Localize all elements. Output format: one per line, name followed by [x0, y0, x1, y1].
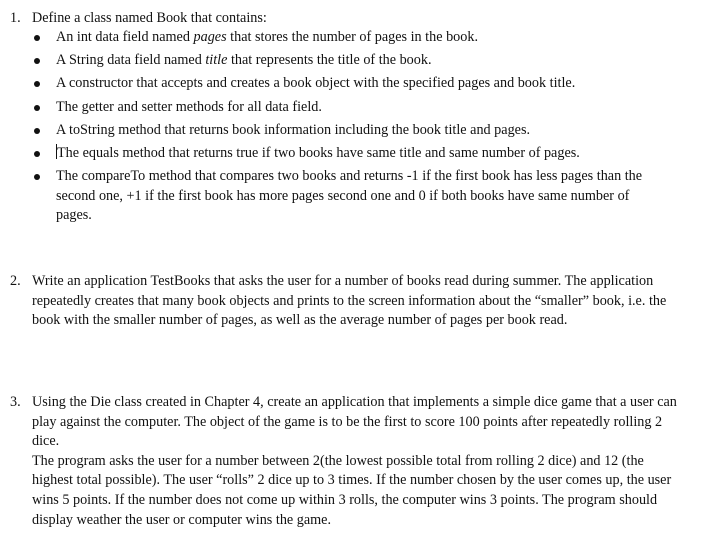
list-item: The compareTo method that compares two books and returns -1 if the first book has less pages than the second one, +1 if the first book has more pages second one and 0 if both books have same number of pages.: [0, 167, 668, 226]
question-intro: Define a class named Book that contains:: [32, 10, 267, 26]
bullet-icon: [34, 128, 40, 134]
list-item: An int data field named pages that stores the number of pages in the book.: [0, 28, 668, 48]
question-body: [32, 272, 688, 331]
list-item: A constructor that accepts and creates a book object with the specified pages and book title.: [0, 74, 668, 94]
question-body: [32, 9, 688, 29]
list-item: A String data field named title that represents the title of the book.: [0, 51, 668, 71]
question-number: 1.: [10, 10, 21, 26]
question-number: 3.: [10, 394, 21, 410]
list-item: A toString method that returns book information including the book title and pages.: [0, 121, 668, 141]
question-number: 2.: [10, 273, 21, 289]
bullet-icon: [34, 105, 40, 111]
list-item: The getter and setter methods for all data field.: [0, 98, 668, 118]
bullet-icon: [34, 58, 40, 64]
list-item: The equals method that returns true if two books have same title and same number of pages.: [0, 144, 668, 164]
bullet-icon: [34, 151, 40, 157]
bullet-icon: [34, 81, 40, 87]
question-paragraph: The program asks the user for a number between 2(the lowest possible total from rolling 2 dice) and 12 (the highest total possible). The user “rolls” 2 dice up to 3 times. If the number chosen by the user comes up, the user wins 5 points. If the number does not come up within 3 rolls, the computer wins 3 points. The program should display weather the user or computer wins the game.: [32, 452, 672, 528]
bullet-icon: [34, 174, 40, 180]
question-text: Write an application TestBooks that asks the user for a number of books read during summer. The application repeatedly creates that many book objects and prints to the screen information about the “smaller” book, i.e. the book with the smaller number of pages, as well as the average number of pages per book read.: [32, 273, 667, 329]
requirement-list: [0, 28, 700, 226]
question-body: [32, 393, 688, 530]
bullet-icon: [34, 35, 40, 41]
question-paragraph: Using the Die class created in Chapter 4, create an application that implements a simple dice game that a user can play against the computer. The object of the game is to be the first to score 100 points after repeatedly rolling 2 dice.: [32, 394, 677, 450]
